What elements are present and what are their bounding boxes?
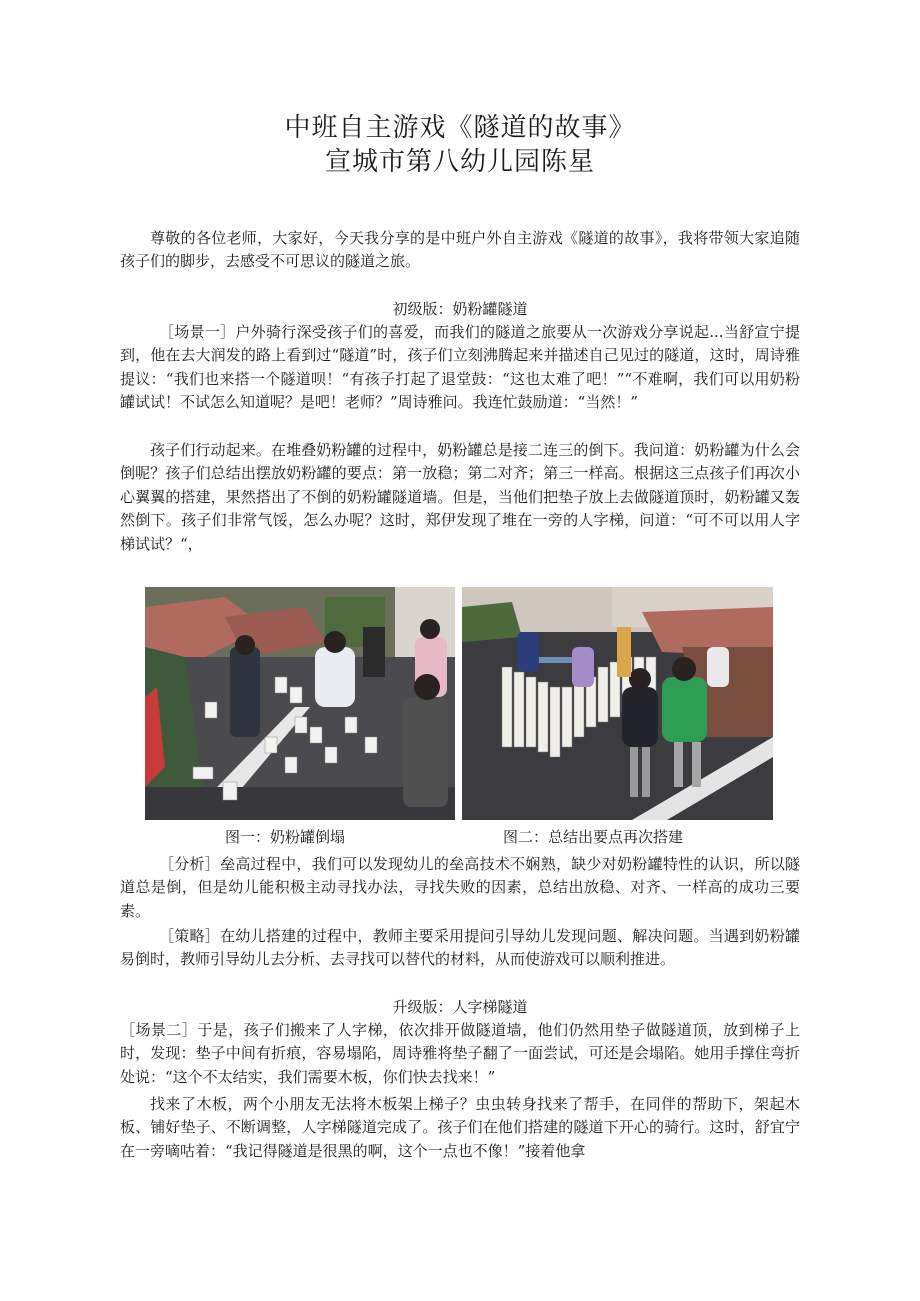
photo-cans-collapsed	[145, 587, 455, 820]
section-heading-upgrade: 升级版：人字梯隧道	[392, 998, 528, 1016]
ladder-tunnel-paragraph: 找来了木板，两个小朋友无法将木板架上梯子？虫虫转身找来了帮手，在同伴的帮助下，架起木板、铺好垫子、不断调整，人字梯隧道完成了。孩子们在他们搭建的隧道下开心的骑行。这时，舒宜宁在一旁嘀咕着：“我记得隧道是很黑的啊，这个一点也不像！”接着他拿	[120, 1095, 800, 1160]
strategy-paragraph: ［策略］在幼儿搭建的过程中，教师主要采用提问引导幼儿发现问题、解决问题。当遇到奶粉罐易倒时，教师引导幼儿去分析、去寻找可以替代的材料，从而使游戏可以顺利推进。	[120, 927, 800, 969]
document-author: 宣城市第八幼儿园陈星	[324, 147, 595, 177]
photo-caption-two: 图二：总结出要点再次搭建	[503, 828, 684, 846]
section-heading-primary: 初级版：奶粉罐隧道	[392, 300, 528, 318]
scene-one-paragraph: ［场景一］户外骑行深受孩子们的喜爱，而我们的隧道之旅要从一次游戏分享说起...当舒宣宁提到，他在去大润发的路上看到过“隧道”时，孩子们立刻沸腾起来并描述自己见过的隧道，这时，周诗雅提议：“我们也来搭一个隧道呗！“有孩子打起了退堂鼓：“这也太难了吧！”“不难啊，我们可以用奶粉罐试试！不试怎么知道呢？是吧！老师？”周诗雅问。我连忙鼓励道：“当然！”	[120, 323, 800, 412]
photo-caption-one: 图一：奶粉罐倒塌	[225, 828, 346, 846]
document-title: 中班自主游戏《隧道的故事》	[284, 113, 636, 143]
activity-paragraph: 孩子们行动起来。在堆叠奶粉罐的过程中，奶粉罐总是接二连三的倒下。我问道：奶粉罐为什么会倒呢？孩子们总结出摆放奶粉罐的要点：第一放稳；第二对齐；第三一样高。根据这三点孩子们再次小心翼翼的搭建，果然搭出了不倒的奶粉罐隧道墙。但是，当他们把垫子放上去做隧道顶时，奶粉罐又轰然倒下。孩子们非常气馁，怎么办呢？这时，郑伊发现了堆在一旁的人字梯，问道：“可不可以用人字梯试试？“，	[120, 441, 800, 553]
scene-two-paragraph: ［场景二］于是，孩子们搬来了人字梯，依次排开做隧道墙，他们仍然用垫子做隧道顶，放到梯子上时，发现：垫子中间有折痕，容易塌陷，周诗雅将垫子翻了一面尝试，可还是会塌陷。她用手撑住弯折处说：“这个不太结实，我们需要木板，你们快去找来！”	[120, 1021, 800, 1086]
intro-paragraph: 尊敬的各位老师，大家好，今天我分享的是中班户外自主游戏《隧道的故事》，我将带领大家追随孩子们的脚步，去感受不可思议的隧道之旅。	[120, 229, 800, 271]
analysis-paragraph: ［分析］垒高过程中，我们可以发现幼儿的垒高技术不娴熟，缺少对奶粉罐特性的认识，所以隧道总是倒，但是幼儿能积极主动寻找办法，寻找失败的因素，总结出放稳、对齐、一样高的成功三要素。	[120, 855, 800, 920]
photo-cans-rebuilt	[462, 587, 773, 820]
